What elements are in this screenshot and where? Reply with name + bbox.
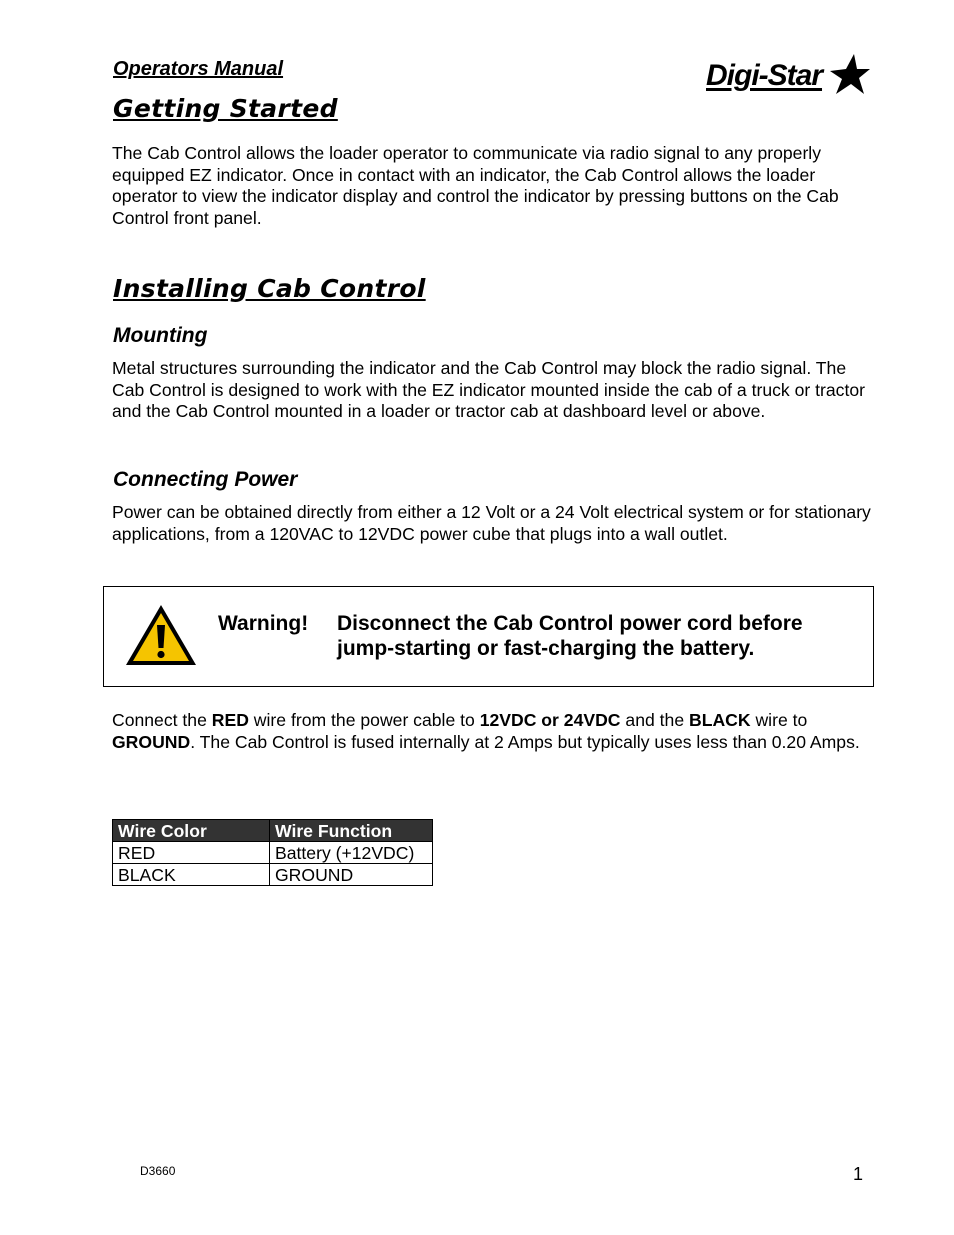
table-header-row — [113, 820, 433, 842]
voltage-text: 12VDC or 24VDC — [479, 710, 621, 730]
connect-wire-note — [112, 710, 872, 753]
cell-wire-color: RED — [113, 842, 270, 864]
mounting-heading: Mounting — [113, 324, 208, 347]
table-row — [113, 864, 433, 886]
table-row — [113, 842, 433, 864]
mounting-body: Metal structures surrounding the indicator and the Cab Control may block the radio signal. The Cab Control is designed to work with the EZ indicator mounted inside the cab of a truck or tractor and the Cab Control mounted in a loader or tractor cab at dashboard level or above. — [112, 358, 865, 421]
black-wire-text: BLACK — [689, 710, 751, 730]
ground-text: GROUND — [112, 731, 191, 752]
connect-text-3: and the — [620, 710, 689, 730]
header-wire-color: Wire Color — [113, 820, 270, 842]
cell-wire-function: GROUND — [270, 864, 433, 886]
connecting-power-body: Power can be obtained directly from either a 12 Volt or a 24 Volt electrical system or for stationary applications, from a 120VAC to 12VDC power cube that plugs into a wall outlet. — [112, 502, 871, 544]
getting-started-body: The Cab Control allows the loader operator to communicate via radio signal to any properly equipped EZ indicator. Once in contact with an indicator, the Cab Control allows the loader operator to view the indicator display and control the indicator by pressing buttons on the Cab Control front panel. — [112, 143, 839, 228]
page-number: 1 — [853, 1164, 864, 1184]
digi-star-logo — [704, 54, 868, 98]
connect-text-2: wire from the power cable to — [248, 710, 480, 730]
header-wire-function: Wire Function — [270, 820, 433, 842]
document-number: D3660 — [140, 1164, 176, 1178]
getting-started-heading: Getting Started — [113, 94, 338, 123]
cell-wire-color: BLACK — [113, 864, 270, 886]
logo-text: Digi-Star — [706, 59, 823, 92]
warning-label: Warning! — [218, 612, 309, 635]
connect-text-4: wire to — [750, 710, 808, 730]
warning-text: Disconnect the Cab Control power cord before jump-starting or fast-charging the battery. — [337, 612, 803, 660]
warning-box — [103, 586, 874, 687]
connect-text-1: Connect the — [112, 710, 212, 730]
connect-text-5: . The Cab Control is fused internally at 2 Amps but typically uses less than 0.20 Amps. — [190, 731, 860, 752]
cell-wire-function: Battery (+12VDC) — [270, 842, 433, 864]
wire-table — [112, 819, 433, 886]
installing-heading: Installing Cab Control — [113, 274, 426, 303]
manual-title: Operators Manual — [113, 58, 284, 80]
connecting-power-heading: Connecting Power — [113, 468, 298, 491]
star-icon — [824, 54, 870, 96]
warning-triangle-icon — [124, 603, 198, 667]
red-wire-text: RED — [211, 710, 249, 730]
